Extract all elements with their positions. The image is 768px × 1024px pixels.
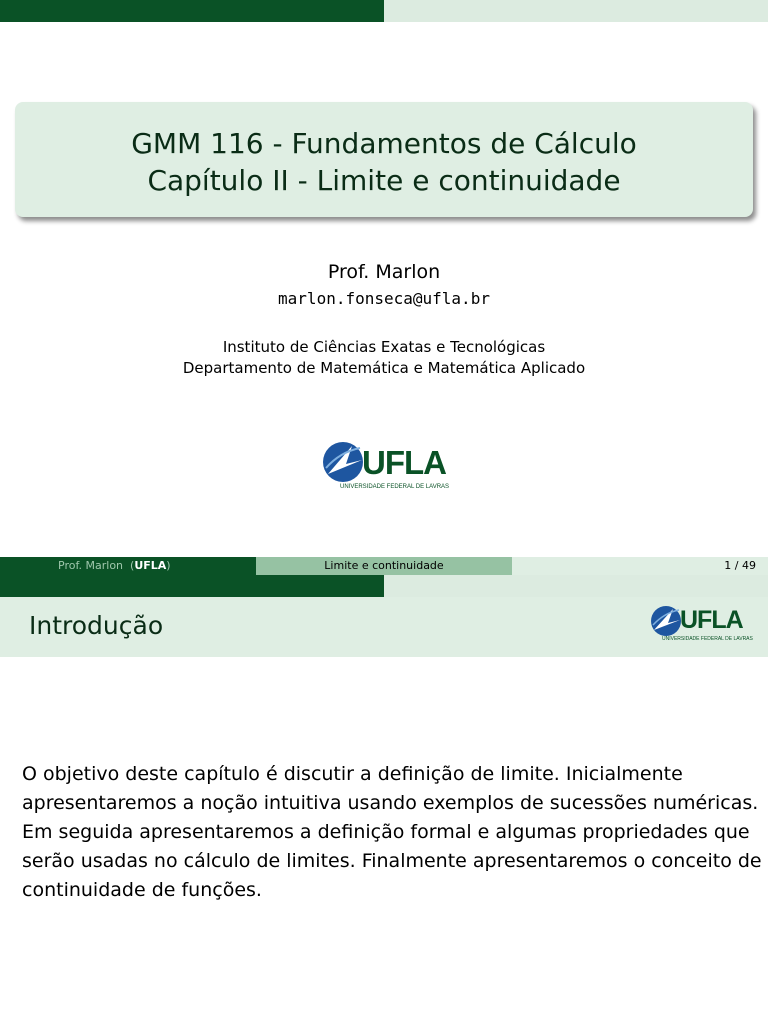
footer-institution: UFLA xyxy=(134,559,167,572)
frame-title-bar xyxy=(0,597,768,657)
ufla-logo xyxy=(322,438,448,494)
footer-short-title: Limite e continuidade xyxy=(324,559,444,572)
title-line-1: GMM 116 - Fundamentos de Cálculo xyxy=(131,127,637,160)
footer-page-number: 1 / 49 xyxy=(724,559,756,572)
title-line-2: Capítulo II - Limite e continuidade xyxy=(147,164,621,197)
department-name: Departamento de Matemática e Matemática Aplicado xyxy=(182,359,586,377)
logo-wordmark-small: UFLA xyxy=(680,606,743,634)
logo-subtitle-small: UNIVERSIDADE FEDERAL DE LAVRAS xyxy=(662,636,753,642)
title-block xyxy=(15,102,753,217)
footer-title-section xyxy=(256,557,512,575)
slide-footer xyxy=(0,557,768,575)
author-email[interactable]: marlon.fonseca@ufla.br xyxy=(278,289,490,308)
intro-paragraph: O objetivo deste capítulo é discutir a definição de limite. Inicialmente apresentaremos a noção intuitiva usando exemplos de sucessões numéricas. Em seguida apresentaremos a definição formal e algumas propriedades que serão usadas no cálculo de limites. Finalmente apresentaremos o conceito de continuidade de funções. xyxy=(22,763,762,901)
ufla-logo-small xyxy=(650,603,753,645)
slide2-progress-bar-dark xyxy=(0,575,384,597)
footer-author: Prof. Marlon xyxy=(58,559,124,572)
footer-author-section: Prof. Marlon (UFLA) xyxy=(0,557,256,575)
top-progress-bar-light xyxy=(384,0,768,22)
frame-title: Introdução xyxy=(29,611,164,640)
slide2-progress-bar-light xyxy=(384,575,768,597)
institute-name: Instituto de Ciências Exatas e Tecnológicas xyxy=(222,338,546,356)
logo-subtitle: UNIVERSIDADE FEDERAL DE LAVRAS xyxy=(340,484,450,490)
top-progress-bar-dark xyxy=(0,0,384,22)
footer-page-section xyxy=(512,557,768,575)
logo-wordmark: UFLA xyxy=(362,444,446,481)
institution-block xyxy=(0,337,768,379)
author-name: Prof. Marlon xyxy=(327,261,441,283)
